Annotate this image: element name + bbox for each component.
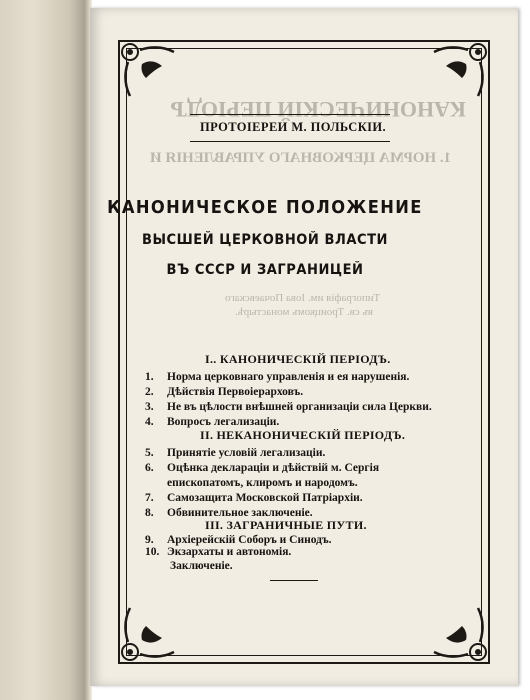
ornament-bottom-left-icon bbox=[118, 602, 180, 664]
item-number: 2. bbox=[145, 386, 154, 398]
section-heading: II. НЕКАНОНИЧЕСКІЙ ПЕРІОДЪ. bbox=[200, 428, 406, 442]
item-number: 9. bbox=[145, 534, 154, 546]
item-text: Архіерейскій Соборъ и Синодъ. bbox=[167, 534, 332, 546]
title-line-2: ВЫСШЕЙ ЦЕРКОВНОЙ ВЛАСТИ bbox=[141, 232, 389, 248]
author-rule-top bbox=[190, 114, 390, 115]
author-name: ПРОТОІЕРЕИ М. ПОЛЬСКІИ. bbox=[200, 120, 387, 134]
item-text: Самозащита Московской Патріархіи. bbox=[167, 492, 363, 504]
section-heading: III. ЗАГРАНИЧНЫЕ ПУТИ. bbox=[205, 518, 367, 532]
item-text: Принятіе условій легализаціи. bbox=[167, 447, 326, 459]
item-number: 7. bbox=[145, 492, 154, 504]
ornament-top-left-icon bbox=[118, 40, 180, 102]
author-rule-bottom bbox=[190, 141, 390, 142]
item-number: 6. bbox=[145, 462, 154, 474]
book-spine bbox=[0, 0, 92, 700]
item-number: 1. bbox=[145, 371, 154, 383]
item-number: 3. bbox=[145, 401, 154, 413]
item-number: 4. bbox=[145, 416, 154, 428]
item-text: Норма церковнаго управленія и ея нарушенія. bbox=[167, 371, 410, 383]
item-text: Вопросъ легализаціи. bbox=[167, 416, 280, 428]
title-line-1: КАНОНИЧЕСКОЕ ПОЛОЖЕНИЕ bbox=[107, 198, 423, 218]
show-through-text: Типографія им. Іова Почаевскаго bbox=[225, 292, 381, 304]
item-text: Обвинительное заключеніе. bbox=[167, 507, 313, 519]
show-through-text: въ св. Троицкомъ монастырѣ. bbox=[235, 306, 374, 318]
show-through-text: КАНОНИЧЕСКІЙ ПЕРІОДЪ bbox=[170, 97, 466, 122]
ornament-top-right-icon bbox=[428, 40, 490, 102]
item-text: Оцѣнка деклараціи и дѣйствій м. Сергія bbox=[167, 462, 380, 474]
item-text: Не въ цѣлости внѣшней организаціи сила Церкви. bbox=[167, 401, 432, 413]
closing-text: Заключеніе. bbox=[170, 560, 233, 572]
item-number: 8. bbox=[145, 507, 154, 519]
item-text: Дѣйствія Первоіерарховъ. bbox=[167, 386, 304, 398]
item-number: 5. bbox=[145, 447, 154, 459]
title-line-3: ВЪ СССР И ЗАГРАНИЦЕЙ bbox=[166, 262, 364, 278]
closing-rule bbox=[270, 580, 318, 581]
item-text: Экзархаты и автономія. bbox=[167, 546, 292, 558]
item-text-continued: епископатомъ, клиромъ и народомъ. bbox=[167, 477, 358, 489]
ornament-bottom-right-icon bbox=[428, 602, 490, 664]
section-heading: I.. КАНОНИЧЕСКІЙ ПЕРІОДЪ. bbox=[205, 352, 391, 366]
show-through-text: 1. НОРМА ЦЕРКОВНАГО УПРАВЛЕНІЯ И bbox=[150, 150, 452, 166]
item-number: 10. bbox=[145, 546, 160, 558]
